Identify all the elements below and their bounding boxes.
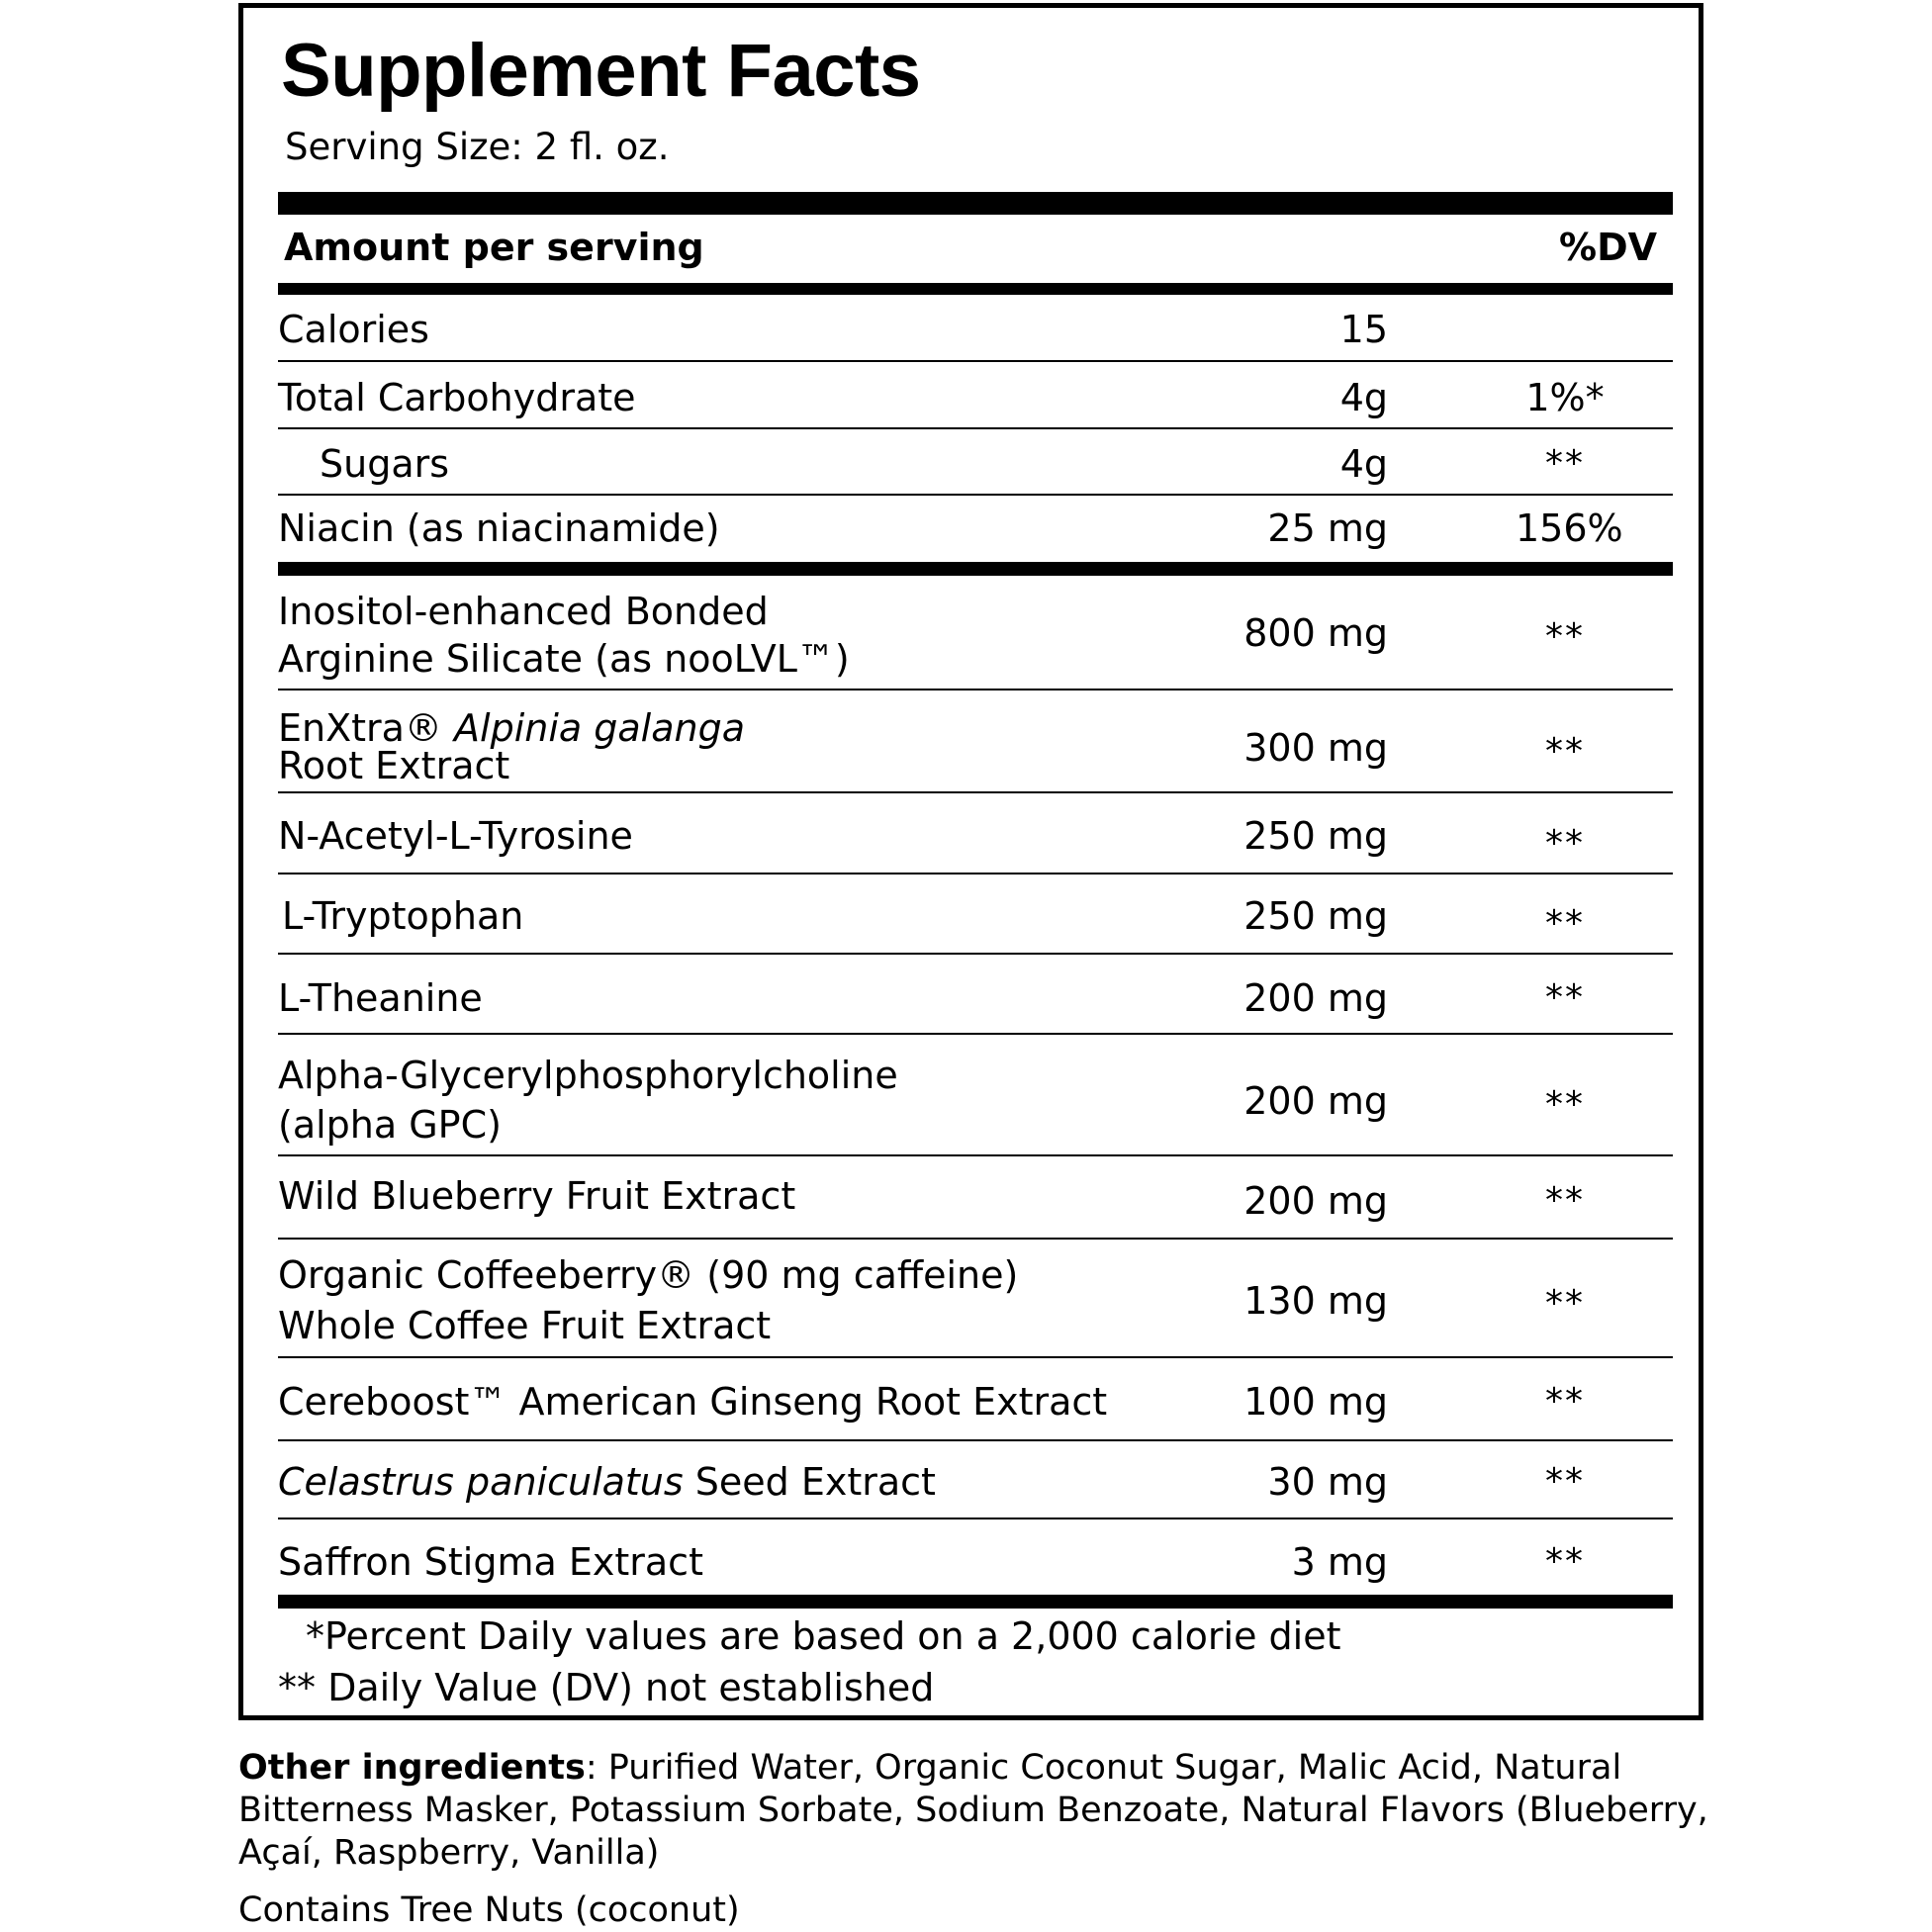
ingredient-name: N-Acetyl-L-Tyrosine	[278, 814, 633, 858]
ingredient-amount: 200 mg	[1243, 1079, 1388, 1123]
footnote-percent-dv: *Percent Daily values are based on a 2,000 calorie diet	[306, 1614, 1341, 1658]
row-divider	[278, 791, 1673, 793]
medium-divider	[278, 283, 1673, 295]
nutrient-amount: 15	[1339, 308, 1388, 351]
row-divider	[278, 1356, 1673, 1358]
ingredient-dv: **	[1545, 823, 1585, 864]
thick-divider	[278, 1595, 1673, 1609]
ingredient-dv: **	[1545, 1084, 1585, 1125]
nutrient-dv: 156%	[1516, 506, 1623, 550]
ingredient-name: Inositol-enhanced Bonded	[278, 590, 769, 633]
nutrient-name: Total Carbohydrate	[278, 376, 636, 419]
ingredient-amount: 200 mg	[1243, 976, 1388, 1020]
ingredient-name: EnXtra® Alpinia galanga	[278, 706, 745, 750]
nutrient-name: Sugars	[320, 442, 450, 486]
ingredient-amount: 3 mg	[1291, 1540, 1388, 1584]
footnote-dv-not-established: ** Daily Value (DV) not established	[278, 1666, 935, 1709]
ingredient-name: Organic Coffeeberry® (90 mg caffeine)	[278, 1253, 1019, 1297]
nutrient-amount: 4g	[1339, 442, 1388, 486]
thick-divider	[278, 192, 1673, 215]
panel-title: Supplement Facts	[281, 29, 921, 113]
ingredient-dv: **	[1545, 1283, 1585, 1324]
ingredient-amount: 30 mg	[1267, 1460, 1388, 1504]
ingredient-amount: 200 mg	[1243, 1179, 1388, 1223]
other-ingredients-text: : Purified Water, Organic Coconut Sugar, Malic Acid, Natural Bitterness Masker, Potassium Sorbate, Sodium Benzoate, Natural Flavors (Blueberry, Açaí, Raspberry, Vanilla)	[238, 1748, 1708, 1873]
nutrient-name: Calories	[278, 308, 429, 351]
thick-divider	[278, 562, 1673, 576]
row-divider	[278, 1439, 1673, 1441]
row-divider	[278, 953, 1673, 955]
row-divider	[278, 1518, 1673, 1519]
row-divider	[278, 360, 1673, 362]
ingredient-dv: **	[1545, 903, 1585, 944]
amount-per-serving-header: Amount per serving	[284, 226, 704, 269]
row-divider	[278, 1238, 1673, 1240]
nutrient-name: Niacin (as niacinamide)	[278, 506, 720, 550]
ingredient-name: L-Tryptophan	[282, 894, 524, 938]
dv-header: %DV	[1559, 226, 1658, 269]
ingredient-name: Saffron Stigma Extract	[278, 1540, 703, 1584]
ingredient-name: Celastrus paniculatus Seed Extract	[278, 1460, 936, 1504]
ingredient-name: Wild Blueberry Fruit Extract	[278, 1174, 796, 1218]
ingredient-name: Arginine Silicate (as nooLVL™)	[278, 637, 850, 681]
nutrient-dv: **	[1545, 443, 1585, 484]
row-divider	[278, 494, 1673, 496]
other-ingredients-label: Other ingredients	[238, 1748, 586, 1788]
footnotes	[278, 1610, 1341, 1713]
other-ingredients	[238, 1747, 1712, 1875]
serving-size: Serving Size: 2 fl. oz.	[285, 126, 670, 168]
ingredient-row	[278, 582, 1673, 690]
ingredient-row	[278, 1042, 1673, 1155]
ingredient-name: Whole Coffee Fruit Extract	[278, 1304, 772, 1347]
ingredient-dv: **	[1545, 1381, 1585, 1422]
ingredient-name: Cereboost™ American Ginseng Root Extract	[278, 1380, 1108, 1424]
row-divider	[278, 1033, 1673, 1035]
ingredient-amount: 250 mg	[1243, 814, 1388, 858]
ingredient-row	[278, 1244, 1673, 1358]
supplement-facts-panel	[238, 3, 1703, 1720]
ingredient-dv: **	[1545, 1461, 1585, 1502]
ingredient-amount: 130 mg	[1243, 1279, 1388, 1323]
ingredient-name: Alpha-Glycerylphosphorylcholine	[278, 1054, 898, 1097]
ingredient-dv: **	[1545, 1180, 1585, 1221]
row-divider	[278, 873, 1673, 874]
allergen-statement: Contains Tree Nuts (coconut)	[238, 1890, 740, 1930]
row-divider	[278, 689, 1673, 690]
ingredient-amount: 800 mg	[1243, 611, 1388, 655]
nutrient-dv: 1%*	[1525, 376, 1605, 419]
row-divider	[278, 1154, 1673, 1156]
ingredient-amount: 100 mg	[1243, 1380, 1388, 1424]
ingredient-amount: 300 mg	[1243, 726, 1388, 770]
nutrient-amount: 25 mg	[1267, 506, 1388, 550]
nutrient-amount: 4g	[1339, 376, 1388, 419]
ingredient-name: Root Extract	[278, 744, 510, 787]
ingredient-name: (alpha GPC)	[278, 1103, 502, 1147]
ingredient-amount: 250 mg	[1243, 894, 1388, 938]
ingredient-row	[278, 693, 1673, 792]
ingredient-dv: **	[1545, 731, 1585, 772]
ingredient-name: L-Theanine	[278, 976, 483, 1020]
row-divider	[278, 427, 1673, 429]
ingredient-dv: **	[1545, 616, 1585, 657]
ingredient-dv: **	[1545, 977, 1585, 1018]
ingredient-dv: **	[1545, 1541, 1585, 1582]
